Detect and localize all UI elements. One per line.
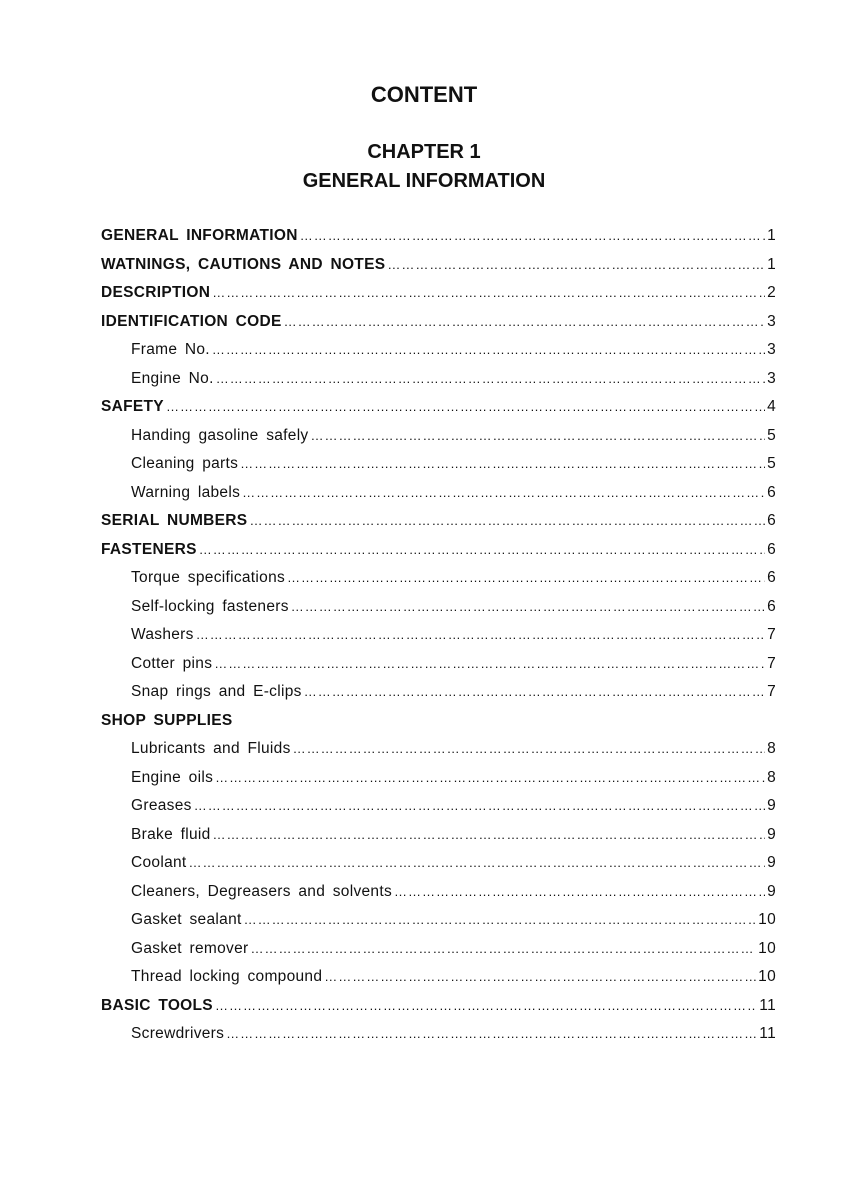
toc-entry[interactable]: [101, 341, 776, 370]
toc-entry[interactable]: [101, 227, 776, 256]
toc-entry[interactable]: [101, 740, 776, 769]
toc-entry-page: 4: [767, 398, 776, 415]
dot-leader: [216, 371, 765, 386]
toc-entry-label: Snap rings and E-clips: [131, 683, 302, 700]
toc-entry-label: Coolant: [131, 854, 187, 871]
toc-entry-label: Cotter pins: [131, 654, 213, 672]
toc-entry-page: 9: [767, 882, 776, 900]
toc-entry[interactable]: [101, 940, 776, 969]
toc-entry-page: 9: [767, 797, 776, 814]
toc-entry-page: 6: [767, 569, 776, 586]
dot-leader: [304, 684, 765, 699]
toc-entry-page: 6: [767, 597, 776, 615]
dot-leader: [214, 656, 765, 671]
toc-entry-page: 3: [767, 312, 776, 330]
dot-leader: [324, 969, 756, 984]
table-of-contents: [101, 227, 776, 1054]
toc-entry-page: 6: [767, 483, 776, 501]
toc-entry-page: 7: [767, 626, 776, 643]
toc-entry-page: 3: [767, 341, 776, 358]
toc-entry-page: 2: [767, 284, 776, 301]
toc-entry-label: Cleaning parts: [131, 455, 239, 472]
toc-entry[interactable]: [101, 826, 776, 855]
dot-leader: [244, 912, 757, 927]
toc-entry-label: GENERAL INFORMATION: [101, 227, 298, 244]
toc-entry[interactable]: [101, 911, 776, 940]
dot-leader: [213, 827, 766, 842]
toc-entry-page: 10: [758, 911, 776, 928]
dot-leader: [226, 1026, 757, 1041]
toc-entry-label: Thread locking compound: [131, 968, 323, 985]
toc-entry[interactable]: [101, 541, 776, 570]
chapter-title: GENERAL INFORMATION: [302, 170, 546, 192]
dot-leader: [166, 399, 765, 414]
toc-entry-label: SHOP SUPPLIES: [101, 711, 233, 729]
dot-leader: [249, 513, 765, 528]
dot-leader: [242, 485, 765, 500]
toc-entry-page: 10: [758, 939, 776, 957]
toc-entry[interactable]: [101, 683, 776, 712]
toc-entry[interactable]: [101, 313, 776, 342]
toc-entry[interactable]: [101, 398, 776, 427]
toc-entry-page: 8: [767, 740, 776, 757]
page-title: CONTENT: [370, 82, 478, 107]
toc-entry-label: Brake fluid: [131, 825, 211, 843]
dot-leader: [196, 627, 765, 642]
dot-leader: [293, 741, 765, 756]
toc-entry[interactable]: [101, 968, 776, 997]
toc-entry[interactable]: [101, 427, 776, 456]
toc-entry-page: 9: [767, 854, 776, 871]
toc-entry[interactable]: [101, 484, 776, 513]
toc-entry[interactable]: [101, 284, 776, 313]
toc-entry-label: Lubricants and Fluids: [131, 740, 291, 757]
toc-entry-page: 10: [758, 968, 776, 985]
dot-leader: [194, 798, 765, 813]
toc-entry[interactable]: [101, 797, 776, 826]
toc-entry[interactable]: [101, 626, 776, 655]
toc-entry-page: 6: [767, 512, 776, 529]
dot-leader: [284, 314, 765, 329]
toc-entry[interactable]: [101, 883, 776, 912]
toc-entry-label: Cleaners, Degreasers and solvents: [131, 882, 392, 900]
toc-entry-label: BASIC TOOLS: [101, 996, 213, 1014]
toc-entry[interactable]: [101, 997, 776, 1026]
dot-leader: [215, 770, 765, 785]
toc-entry-page: 11: [759, 1025, 776, 1042]
toc-entry[interactable]: [101, 598, 776, 627]
toc-entry[interactable]: [101, 769, 776, 798]
toc-entry-label: Engine No.: [131, 369, 214, 387]
dot-leader: [250, 941, 756, 956]
chapter-number: CHAPTER 1: [367, 141, 481, 163]
dot-leader: [212, 342, 765, 357]
toc-entry[interactable]: [101, 712, 776, 741]
toc-entry-label: WATNINGS, CAUTIONS AND NOTES: [101, 255, 386, 273]
toc-entry-label: IDENTIFICATION CODE: [101, 312, 282, 330]
toc-entry-label: Gasket sealant: [131, 911, 242, 928]
toc-entry-label: Warning labels: [131, 483, 241, 501]
toc-entry-page: 7: [767, 654, 776, 672]
toc-entry-page: 5: [767, 455, 776, 472]
toc-entry-page: 1: [767, 227, 776, 244]
dot-leader: [291, 599, 765, 614]
toc-entry-page: 1: [767, 255, 776, 273]
toc-entry-label: Engine oils: [131, 768, 214, 786]
toc-entry[interactable]: [101, 655, 776, 684]
dot-leader: [387, 257, 765, 272]
toc-entry-label: Torque specifications: [131, 569, 286, 586]
toc-entry-label: DESCRIPTION: [101, 284, 211, 301]
toc-entry[interactable]: [101, 569, 776, 598]
dot-leader: [300, 228, 765, 243]
toc-entry-page: 7: [767, 683, 776, 700]
toc-entry-label: Greases: [131, 797, 192, 814]
dot-leader: [215, 998, 757, 1013]
toc-entry-label: Washers: [131, 626, 194, 643]
toc-entry[interactable]: [101, 370, 776, 399]
toc-entry-label: Frame No.: [131, 341, 210, 358]
toc-entry[interactable]: [101, 512, 776, 541]
toc-entry-label: Self-locking fasteners: [131, 597, 289, 615]
toc-entry-label: SERIAL NUMBERS: [101, 512, 248, 529]
dot-leader: [240, 456, 765, 471]
toc-entry[interactable]: [101, 455, 776, 484]
toc-entry-label: Handing gasoline safely: [131, 426, 309, 444]
toc-entry[interactable]: [101, 256, 776, 285]
toc-entry[interactable]: [101, 1025, 776, 1054]
toc-entry-page: 5: [767, 426, 776, 444]
toc-entry-page: 9: [767, 825, 776, 843]
toc-entry[interactable]: [101, 854, 776, 883]
toc-entry-page: 8: [767, 768, 776, 786]
dot-leader: [394, 884, 765, 899]
toc-entry-label: FASTENERS: [101, 540, 197, 558]
dot-leader: [310, 428, 765, 443]
dot-leader: [287, 570, 765, 585]
dot-leader: [212, 285, 765, 300]
toc-entry-label: Screwdrivers: [131, 1025, 225, 1042]
toc-entry-label: SAFETY: [101, 398, 164, 415]
toc-entry-page: 3: [767, 369, 776, 387]
toc-entry-page: 6: [767, 540, 776, 558]
toc-entry-label: Gasket remover: [131, 939, 249, 957]
dot-leader: [199, 542, 765, 557]
toc-entry-page: 11: [759, 996, 776, 1014]
dot-leader: [189, 855, 766, 870]
